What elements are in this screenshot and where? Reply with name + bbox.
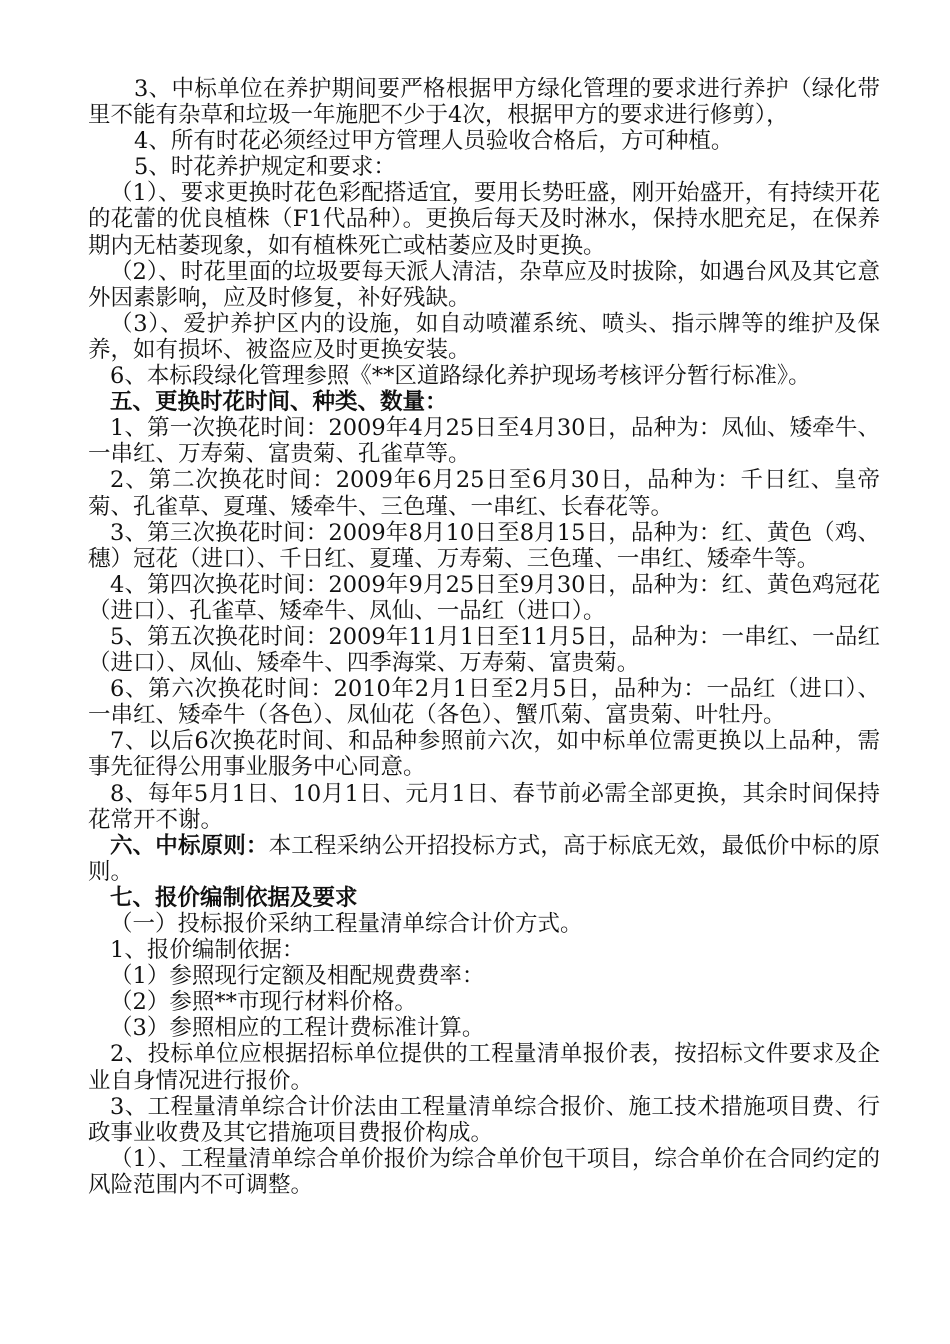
paragraph-flower-change-7: 7、以后6次换花时间、和品种参照前六次，如中标单位需更换以上品种，需事先征得公用事业服务中心同意。 [88,728,880,781]
paragraph-clause-4: 4、所有时花必须经过甲方管理人员验收合格后，方可种植。 [134,128,734,155]
section-heading-5: 五、更换时花时间、种类、数量： [110,389,448,416]
paragraph-clause-3: 3、中标单位在养护期间要严格根据甲方绿化管理的要求进行养护（绿化带里不能有杂草和垃圾一年施肥不少于4次，根据甲方的要求进行修剪）， [88,76,880,129]
award-principle-text: 本工程采纳公开招投标方式，高于标底无效，最低价中标的原则。 [88,832,880,885]
paragraph-flower-change-1: 1、第一次换花时间：2009年4月25日至4月30日，品种为：凤仙、矮牵牛、一串红、万寿菊、富贵菊、孔雀草等。 [88,415,880,468]
paragraph-basis-3: （3）参照相应的工程计费标准计算。 [110,1015,485,1042]
paragraph-pricing-3: 3、工程量清单综合计价法由工程量清单综合报价、施工技术措施项目费、行政事业收费及其它措施项目费报价构成。 [88,1093,880,1146]
paragraph-flower-change-8: 8、每年5月1日、10月1日、元月1日、春节前必需全部更换，其余时间保持花常开不谢。 [88,780,880,833]
paragraph-award-principle [88,833,880,885]
document-body [88,76,880,1198]
paragraph-flower-change-2: 2、第二次换花时间：2009年6月25日至6月30日，品种为：千日红、皇帝菊、孔雀草、夏瑾、矮牵牛、三色瑾、一串红、长春花等。 [88,467,880,520]
paragraph-basis-1: （1）参照现行定额及相配规费费率： [110,963,485,990]
paragraph-subclause-2: （2）、时花里面的垃圾要每天派人清洁，杂草应及时拔除，如遇台风及其它意外因素影响，应及时修复，补好残缺。 [88,258,880,311]
paragraph-pricing-3-1: （1）、工程量清单综合单价报价为综合单价包干项目，综合单价在合同约定的风险范围内不可调整。 [88,1145,880,1198]
section-heading-7: 七、报价编制依据及要求 [110,884,358,911]
paragraph-pricing-method: （一）投标报价采纳工程量清单综合计价方式。 [110,911,583,937]
paragraph-flower-change-4: 4、第四次换花时间：2009年9月25日至9月30日，品种为：红、黄色鸡冠花（进口）、孔雀草、矮牵牛、凤仙、一品红（进口）。 [88,571,880,624]
paragraph-clause-6: 6、本标段绿化管理参照《**区道路绿化养护现场考核评分暂行标准》。 [110,363,811,390]
paragraph-pricing-basis: 1、报价编制依据： [110,937,305,964]
paragraph-subclause-1: （1）、要求更换时花色彩配搭适宜，要用长势旺盛，刚开始盛开，有持续开花的花蕾的优良植株（F1代品种）。更换后每天及时淋水，保持水肥充足，在保养期内无枯萎现象，如有植株死亡或枯萎应及时更换。 [88,180,880,259]
paragraph-flower-change-5: 5、第五次换花时间：2009年11月1日至11月5日，品种为：一串红、一品红（进口）、凤仙、矮牵牛、四季海棠、万寿菊、富贵菊。 [88,623,880,677]
paragraph-basis-2: （2）参照**市现行材料价格。 [110,989,417,1016]
paragraph-pricing-2: 2、投标单位应根据招标单位提供的工程量清单报价表，按招标文件要求及企业自身情况进行报价。 [88,1041,880,1094]
paragraph-flower-change-6: 6、第六次换花时间：2010年2月1日至2月5日，品种为：一品红（进口）、一串红、矮牵牛（各色）、凤仙花（各色）、蟹爪菊、富贵菊、叶牡丹。 [88,676,880,729]
paragraph-flower-change-3: 3、第三次换花时间：2009年8月10日至8月15日，品种为：红、黄色（鸡、穗）冠花（进口）、千日红、夏瑾、万寿菊、三色瑾、一串红、矮牵牛等。 [88,519,880,572]
paragraph-subclause-3: （3）、爱护养护区内的设施，如自动喷灌系统、喷头、指示牌等的维护及保养，如有损坏、被盗应及时更换安装。 [88,310,880,363]
section-heading-6: 六、中标原则： [110,832,269,859]
paragraph-clause-5: 5、时花养护规定和要求： [134,154,396,181]
